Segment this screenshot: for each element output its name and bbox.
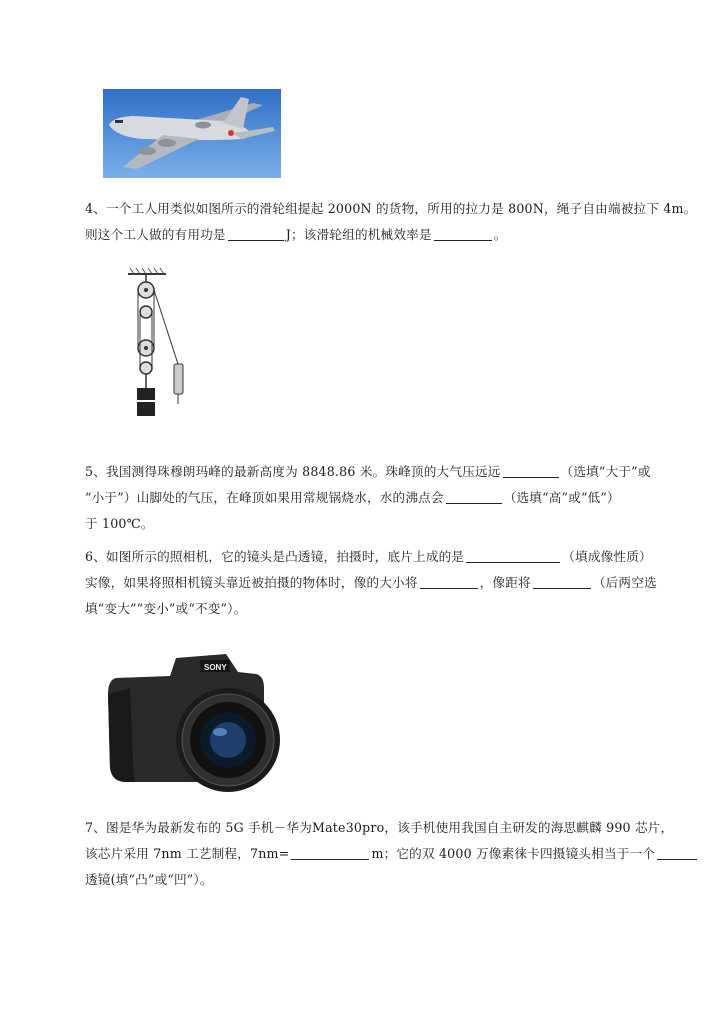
question-4-line-2 bbox=[85, 222, 685, 248]
question-text: （选填“大于”或 bbox=[560, 464, 651, 479]
question-text: 填“变大”“变小”或“不变”）。 bbox=[85, 601, 247, 616]
question-4-line-1 bbox=[85, 196, 697, 222]
airplane-image bbox=[103, 89, 281, 178]
question-text: 透镜(填“凸”或“凹”）。 bbox=[85, 872, 213, 887]
answer-blank-pressure[interactable] bbox=[503, 463, 559, 478]
question-text: ，像距将 bbox=[479, 575, 531, 590]
answer-blank-efficiency[interactable] bbox=[434, 226, 492, 241]
question-5-line-3 bbox=[85, 511, 685, 537]
question-5 bbox=[85, 459, 685, 537]
question-6 bbox=[85, 544, 685, 622]
question-text: 实像，如果将照相机镜头靠近被拍摄的物体时，像的大小将 bbox=[85, 575, 418, 590]
question-text: 4、一个工人用类似如图所示的滑轮组提起 2000N 的货物，所用的拉力是 800N，绳子自由端被拉下 4m。 bbox=[85, 201, 697, 216]
question-text: 7、图是华为最新发布的 5G 手机－华为Mate30pro，该手机使用我国自主研发的海思麒麟 990 芯片， bbox=[85, 820, 674, 835]
question-text: （填成像性质） bbox=[562, 549, 652, 564]
question-text: （选填“高”或“低”） bbox=[503, 490, 620, 505]
answer-blank-lens-type[interactable] bbox=[657, 845, 697, 860]
question-5-line-1 bbox=[85, 459, 685, 485]
question-text: m；它的双 4000 万像素徕卡四摄镜头相当于一个 bbox=[371, 846, 656, 861]
question-text: （后两空选 bbox=[592, 575, 657, 590]
question-7-line-2 bbox=[85, 841, 685, 867]
answer-blank-useful-work[interactable] bbox=[228, 226, 284, 241]
answer-blank-image-size[interactable] bbox=[420, 574, 478, 589]
pulley-system-diagram bbox=[126, 268, 196, 428]
question-text: 于 100℃。 bbox=[85, 516, 154, 531]
question-4 bbox=[85, 196, 697, 248]
answer-blank-meters[interactable] bbox=[291, 845, 369, 860]
question-text: 6、如图所示的照相机，它的镜头是凸透镜，拍摄时，底片上成的是 bbox=[85, 549, 465, 564]
question-text: J；该滑轮组的机械效率是 bbox=[285, 227, 432, 242]
question-text: 。 bbox=[493, 227, 507, 242]
answer-blank-boiling-point[interactable] bbox=[446, 489, 502, 504]
question-7-line-3 bbox=[85, 867, 685, 893]
camera-image bbox=[106, 648, 282, 796]
question-6-line-1 bbox=[85, 544, 685, 570]
question-5-line-2 bbox=[85, 485, 685, 511]
question-text: 该芯片采用 7nm 工艺制程，7nm= bbox=[85, 846, 290, 861]
question-6-line-2 bbox=[85, 570, 685, 596]
answer-blank-image-nature[interactable] bbox=[466, 548, 560, 563]
question-text: “小于”）山脚处的气压，在峰顶如果用常规锅烧水，水的沸点会 bbox=[85, 490, 444, 505]
camera-brand-label: SONY bbox=[204, 663, 227, 672]
question-text: 则这个工人做的有用功是 bbox=[85, 227, 226, 242]
answer-blank-image-distance[interactable] bbox=[533, 574, 591, 589]
question-7 bbox=[85, 815, 685, 893]
question-6-line-3 bbox=[85, 596, 685, 622]
question-text: 5、我国测得珠穆朗玛峰的最新高度为 8848.86 米。珠峰顶的大气压远远 bbox=[85, 464, 501, 479]
question-7-line-1 bbox=[85, 815, 685, 841]
